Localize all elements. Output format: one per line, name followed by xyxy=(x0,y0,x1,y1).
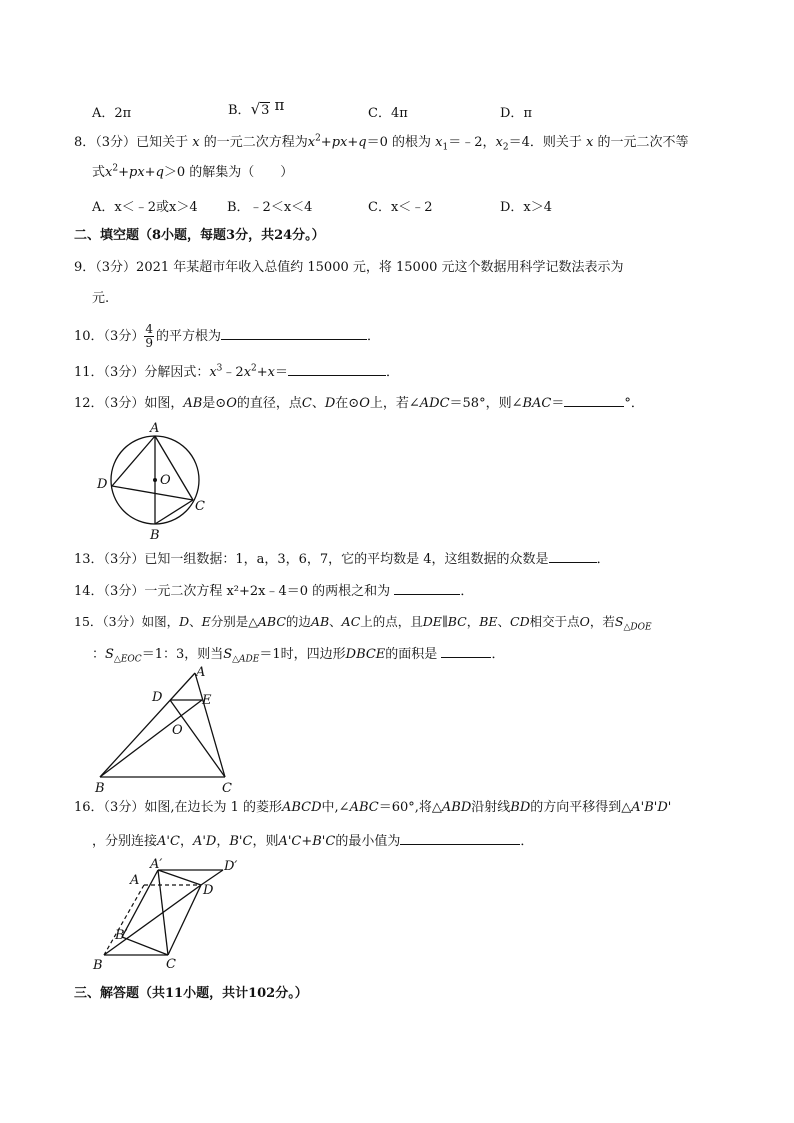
q10-answer-blank[interactable] xyxy=(221,326,367,340)
q9-line2: 元. xyxy=(92,291,110,306)
fig16-label-b: B xyxy=(93,958,103,973)
q10-frac-denominator: 9 xyxy=(145,336,153,350)
q11-end: ． xyxy=(386,365,400,380)
q15-text: 15．（3分）如图， xyxy=(74,614,180,629)
q8-text: 的一元二次方程为 xyxy=(203,135,308,150)
q11-text: ﹣2 xyxy=(222,365,244,380)
q8-var-x: x xyxy=(495,135,503,150)
q16-text: ， xyxy=(216,834,230,849)
fig16-side-cd xyxy=(168,885,201,955)
q8-text: 的一元二次不等 xyxy=(597,135,689,150)
fig15-triangle-diagram xyxy=(88,662,248,800)
q8-text: 式 xyxy=(92,165,106,180)
q7-option-a-label: A． xyxy=(92,106,115,121)
q8-op: + xyxy=(118,165,129,180)
q16-var: A'C+B'C xyxy=(278,834,336,849)
sqrt-symbol: √ xyxy=(250,100,261,118)
q11-eq: ＝ xyxy=(275,365,289,380)
q16-text: ， xyxy=(179,834,193,849)
q15-line1 xyxy=(74,613,652,631)
q15-sub: △EOC xyxy=(113,654,142,665)
q11-var-x: x xyxy=(267,365,276,380)
q8-var-q: q xyxy=(155,165,164,180)
q15-var: D xyxy=(179,614,190,629)
q7-option-b xyxy=(228,96,285,118)
q14-text: 14．（3分）一元二次方程 x²+2x﹣4＝0 的两根之和为 xyxy=(74,584,391,599)
q8-var-p: p xyxy=(129,165,138,180)
q14-end: ． xyxy=(460,584,474,599)
q15-var: ABC xyxy=(257,614,286,629)
q14 xyxy=(74,581,473,601)
q8-var-q: q xyxy=(358,135,367,150)
q15-var: AC xyxy=(341,614,361,629)
q15-text: 的面积是 xyxy=(385,647,438,662)
q8-text: ＝4．则关于 xyxy=(508,135,582,150)
q8-text: ＝﹣2， xyxy=(448,135,496,150)
section-solve-title: 三、解答题（共11小题，共计102分。） xyxy=(74,986,308,1001)
q15-var: BE xyxy=(479,614,498,629)
q12-text: 的直径，点 xyxy=(236,396,302,411)
q16-var: B'C xyxy=(229,834,253,849)
q7-option-c xyxy=(368,102,408,121)
q11-answer-blank[interactable] xyxy=(288,362,386,376)
q15-var: DE xyxy=(422,614,442,629)
q8-var-x: x xyxy=(340,135,348,150)
fig12-segment-dc xyxy=(112,486,193,500)
fig12-label-d: D xyxy=(97,477,108,492)
q7-option-b-label: B． xyxy=(228,103,251,118)
q11-op: + xyxy=(256,365,268,380)
q16-var: BD xyxy=(510,800,531,815)
fig16-label-d: D xyxy=(203,883,214,898)
q12-text: 上，若∠ xyxy=(369,396,420,411)
q15-text: 、 xyxy=(329,614,342,629)
q16-line2 xyxy=(92,831,533,851)
q8-option-a: A．x＜﹣2或x＞4 xyxy=(92,200,198,215)
q16-text: 16．（3分）如图,在边长为 1 的菱形 xyxy=(74,800,282,815)
fig15-side-ac xyxy=(195,673,225,777)
q14-answer-blank[interactable] xyxy=(394,581,460,595)
q7-option-d-value: π xyxy=(523,106,532,121)
q12-text: ＝ xyxy=(551,396,565,411)
q12-var: O xyxy=(359,396,370,411)
q8-var-x: x xyxy=(435,135,443,150)
fig16-diagonal-bd xyxy=(104,885,201,955)
section-fill-in-title: 二、填空题（8小题，每题3分，共24分。） xyxy=(74,228,325,243)
q15-var: BC xyxy=(447,614,467,629)
q12-var: O xyxy=(226,396,237,411)
q10-text: 的平方根为 xyxy=(155,329,221,344)
q12-text: 在⊙ xyxy=(335,396,360,411)
fig15-label-b: B xyxy=(95,781,105,796)
q8-line2 xyxy=(92,164,293,182)
fig16-segment-bpc xyxy=(122,937,168,955)
q8-text: ＞0 的解集为（ ） xyxy=(163,165,294,180)
q8-exp: 2 xyxy=(112,163,119,174)
q15-var: E xyxy=(201,614,211,629)
q15-text: 分别是△ xyxy=(210,614,258,629)
q16-var: A'C xyxy=(157,834,180,849)
q10-frac-numerator: 4 xyxy=(145,322,153,336)
q15-sub: △ADE xyxy=(232,654,260,665)
q12-text: 是⊙ xyxy=(202,396,227,411)
q15-answer-blank[interactable] xyxy=(441,644,491,658)
q11-number: 11．（3分）分解因式： xyxy=(74,365,210,380)
fig12-label-o: O xyxy=(160,473,171,488)
q15-var-s: S xyxy=(105,647,114,662)
q8-option-d: D．x＞4 xyxy=(500,200,553,215)
q15-var: AB xyxy=(310,614,330,629)
q16-text: 沿射线 xyxy=(471,800,511,815)
q16-var: ABCD xyxy=(281,800,322,815)
fig16-label-d-prime: D′ xyxy=(224,859,238,874)
q8-op: + xyxy=(347,135,359,150)
fig16-segment-apd xyxy=(158,870,201,885)
q8-var-x: x xyxy=(137,165,145,180)
fig15-segment-be xyxy=(100,700,202,777)
fig12-segment-da xyxy=(112,436,155,486)
q7-option-b-pi: π xyxy=(274,96,285,114)
q15-var: DBCE xyxy=(345,647,386,662)
fig15-segment-cd xyxy=(170,700,225,777)
q16-end: ． xyxy=(520,834,534,849)
q16-var: A'D xyxy=(192,834,217,849)
q15-text: ， xyxy=(466,614,480,629)
q13-answer-blank[interactable] xyxy=(549,549,597,563)
q7-option-c-value: 4π xyxy=(390,106,408,121)
q12-var: AB xyxy=(183,396,203,411)
q8-var-x: x xyxy=(586,135,594,150)
q12-text: °． xyxy=(624,396,644,411)
fig15-label-a: A xyxy=(196,665,206,680)
q12-number: 12．（3分）如图， xyxy=(74,396,184,411)
fig12-label-a: A xyxy=(150,421,160,436)
q9-line1: 9．（3分）2021 年某超市年收入总值约 15000 元，将 15000 元这个数据用科学记数法表示为 xyxy=(74,260,624,275)
fig16-label-b-prime: B′ xyxy=(115,928,128,943)
q16-var: ABC xyxy=(349,800,379,815)
q15-var-s: S xyxy=(223,647,233,662)
q15-var-s: S xyxy=(614,614,624,629)
fig16-label-a: A xyxy=(130,873,140,888)
fig15-label-o: O xyxy=(172,723,183,738)
q8-score: （3分） xyxy=(95,135,137,150)
q10-end: ． xyxy=(366,329,380,344)
q15-text: ＝1时，四边形 xyxy=(259,647,346,662)
fig16-label-a-prime: A′ xyxy=(150,857,163,872)
q10-fraction xyxy=(144,323,154,350)
q12 xyxy=(74,393,644,413)
fig16-side-apbp xyxy=(122,870,158,937)
q8-text: ＝0 的根为 xyxy=(366,135,432,150)
q15-end: ． xyxy=(491,647,505,662)
q10 xyxy=(74,322,380,352)
q15-text: 、 xyxy=(497,614,511,629)
fig16-label-c: C xyxy=(166,957,176,972)
q15-parallel: ∥ xyxy=(441,614,448,629)
q8-text: 已知关于 xyxy=(136,135,189,150)
fig12-circle-diagram xyxy=(92,418,212,543)
q11-var-x: x xyxy=(243,365,252,380)
q12-var: C xyxy=(301,396,312,411)
q8-exp: 2 xyxy=(315,133,321,144)
q8-var-x: x xyxy=(307,135,316,150)
q8-number: 8． xyxy=(74,135,96,150)
q15-text: 、 xyxy=(189,614,202,629)
q15-text: ，若 xyxy=(589,614,615,629)
q12-text: 、 xyxy=(311,396,325,411)
q16-text: 的方向平移得到△ xyxy=(530,800,632,815)
q16-text: ，则 xyxy=(252,834,279,849)
q8-var-x: x xyxy=(192,135,200,150)
q8-sub: 2 xyxy=(502,142,509,153)
q11-exp: 3 xyxy=(216,363,223,374)
fig12-label-c: C xyxy=(195,499,205,514)
q16-answer-blank[interactable] xyxy=(400,831,520,845)
fig12-center-dot xyxy=(153,478,157,482)
q11-exp: 2 xyxy=(251,363,257,374)
q7-option-a xyxy=(92,102,131,121)
q8-option-b: B．﹣2＜x＜4 xyxy=(227,200,313,215)
q16-text: ，分别连接 xyxy=(92,834,158,849)
q11-var-x: x xyxy=(209,365,217,380)
q7-option-b-root: 3 xyxy=(261,103,270,118)
q8-sub: 1 xyxy=(442,142,449,153)
q8-var-p: p xyxy=(331,135,341,150)
q8-line1 xyxy=(74,134,689,152)
q7-option-d-label: D． xyxy=(500,106,524,121)
q16-text: 的最小值为 xyxy=(335,834,401,849)
fig15-label-d: D xyxy=(152,690,163,705)
q15-text: 相交于点 xyxy=(529,614,580,629)
q16-text: ＝60°,将△ xyxy=(378,800,442,815)
q15-line2 xyxy=(92,644,504,664)
q15-text: ： xyxy=(92,647,106,662)
q15-var: CD xyxy=(510,614,530,629)
q10-number: 10．（3分） xyxy=(74,329,145,344)
q11 xyxy=(74,362,399,382)
fig12-label-b: B xyxy=(150,528,160,543)
q7-option-d xyxy=(500,102,532,121)
q8-var-x: x xyxy=(105,165,113,180)
fig16-dashed-ab xyxy=(104,885,144,955)
q15-sub: △DOE xyxy=(623,622,652,633)
q16-var: ABD xyxy=(441,800,472,815)
q12-var: ADC xyxy=(419,396,450,411)
q13-text: 13．（3分）已知一组数据：1，a，3，6，7，它的平均数是 4，这组数据的众数是 xyxy=(74,552,549,567)
fig16-segment-apc xyxy=(158,870,168,955)
q16-line1 xyxy=(74,799,671,817)
q12-text: ＝58°，则∠ xyxy=(449,396,523,411)
q13 xyxy=(74,549,610,569)
q15-var: O xyxy=(579,614,590,629)
fig12-segment-ac xyxy=(155,436,193,500)
q8-option-c: C．x＜﹣2 xyxy=(368,200,433,215)
q15-text: 的边 xyxy=(285,614,311,629)
fig16-rhombus-diagram xyxy=(88,854,248,976)
q16-var: A'B'D' xyxy=(631,800,672,815)
q16-text: 中,∠ xyxy=(321,800,350,815)
q13-end: ． xyxy=(596,552,610,567)
q7-option-c-label: C． xyxy=(368,106,391,121)
fig15-label-c: C xyxy=(222,781,232,796)
q7-option-a-value: 2π xyxy=(114,106,132,121)
q12-answer-blank[interactable] xyxy=(564,393,624,407)
q8-op: + xyxy=(320,135,332,150)
q15-text: 上的点，且 xyxy=(360,614,423,629)
q15-text: ＝1：3，则当 xyxy=(141,647,224,662)
q12-var: BAC xyxy=(522,396,552,411)
q12-var: D xyxy=(324,396,336,411)
q8-op: + xyxy=(144,165,156,180)
fig15-label-e: E xyxy=(202,693,212,708)
